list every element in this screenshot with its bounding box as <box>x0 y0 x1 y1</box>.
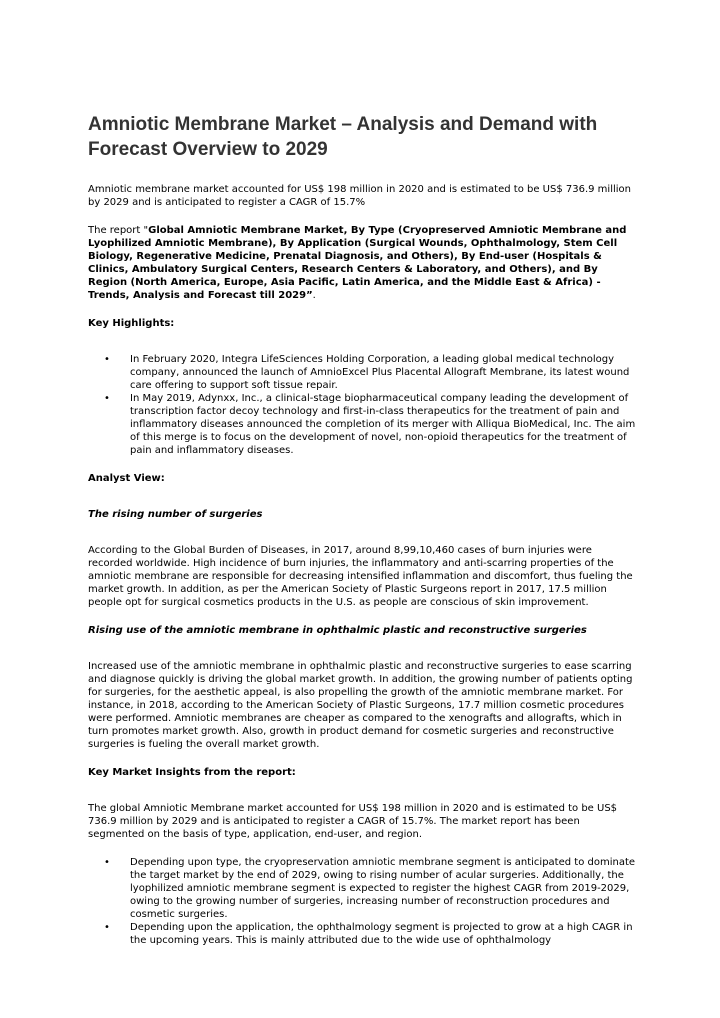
surgeries-subheading: The rising number of surgeries <box>88 509 263 520</box>
bullet-icon: • <box>104 354 110 365</box>
bullet-icon: • <box>104 857 110 868</box>
insights-list <box>88 856 636 947</box>
key-highlights-heading: Key Highlights: <box>88 318 175 329</box>
bullet-icon: • <box>104 922 110 933</box>
list-item <box>88 392 636 457</box>
list-item <box>88 856 636 921</box>
surgeries-paragraph: According to the Global Burden of Diseases, in 2017, around 8,99,10,460 cases of burn injuries were recorded worldwide. High incidence of burn injuries, the inflammatory and anti-scarring properties of the amniotic membrane are responsible for decreasing intensified inflammation and discomfort, thus fueling the market growth. In addition, as per the American Society of Plastic Surgeons report in 2017, 17.5 million people opt for surgical cosmetics products in the U.S. as people are conscious of skin improvement. <box>88 545 633 608</box>
key-highlights-list <box>88 353 636 457</box>
bullet-icon: • <box>104 393 110 404</box>
document-page <box>88 112 636 962</box>
ophthalmic-paragraph: Increased use of the amniotic membrane in ophthalmic plastic and reconstructive surgeries to ease scarring and diagnose quickly is driving the global market growth. In addition, the growing number of patients opting for surgeries, for the aesthetic appeal, is also propelling the growth of the amniotic membrane market. For instance, in 2018, according to the American Society of Plastic Surgeons, 17.7 million cosmetic procedures were performed. Amniotic membranes are cheaper as compared to the xenografts and allografts, which in turn promotes market growth. Also, growth in product demand for cosmetic surgeries and reconstructive surgeries is fueling the overall market growth. <box>88 661 633 750</box>
report-suffix: . <box>312 290 316 301</box>
insights-heading: Key Market Insights from the report: <box>88 767 296 778</box>
intro-paragraph: Amniotic membrane market accounted for US$ 198 million in 2020 and is estimated to be US$ 736.9 million by 2029 and is anticipated to register a CAGR of 15.7% <box>88 184 631 208</box>
ophthalmic-subheading: Rising use of the amniotic membrane in ophthalmic plastic and reconstructive surgeries <box>88 625 587 636</box>
list-item-text: Depending upon type, the cryopreservation amniotic membrane segment is anticipated to dominate the target market by the end of 2029, owing to rising number of acular surgeries. Additionally, the lyophilized amniotic membrane segment is expected to register the highest CAGR from 2019-2029, owing to the growing number of surgeries, increasing number of reconstruction procedures and cosmetic surgeries. <box>130 857 636 920</box>
list-item-text: In February 2020, Integra LifeSciences Holding Corporation, a leading global medical technology company, announced the launch of AmnioExcel Plus Placental Allograft Membrane, its latest wound care offering to support soft tissue repair. <box>130 354 630 391</box>
report-paragraph <box>88 224 636 302</box>
report-title: Global Amniotic Membrane Market, By Type (Cryopreserved Amniotic Membrane and Lyophilized Amniotic Membrane), By Application (Surgical Wounds, Ophthalmology, Stem Cell Biology, Regenerative Medicine, Prenatal Diagnosis, and Others), By End-user (Hospitals & Clinics, Ambulatory Surgical Centers, Research Centers & Laboratory, and Others), and By Region (North America, Europe, Asia Pacific, Latin America, and the Middle East & Africa) - Trends, Analysis and Forecast till 2029” <box>88 225 627 301</box>
document-title: Amniotic Membrane Market – Analysis and Demand with Forecast Overview to 2029 <box>88 114 598 160</box>
list-item-text: Depending upon the application, the ophthalmology segment is projected to grow at a high CAGR in the upcoming years. This is mainly attributed due to the wide use of ophthalmology <box>130 922 633 946</box>
list-item <box>88 353 636 392</box>
report-prefix: The report " <box>88 225 149 236</box>
analyst-view-heading: Analyst View: <box>88 473 165 484</box>
list-item <box>88 921 636 947</box>
list-item-text: In May 2019, Adynxx, Inc., a clinical-stage biopharmaceutical company leading the development of transcription factor decoy technology and first-in-class therapeutics for the treatment of pain and inflammatory diseases announced the completion of its merger with Alliqua BioMedical, Inc. The aim of this merge is to focus on the development of novel, non-opioid therapeutics for the treatment of pain and inflammatory diseases. <box>130 393 636 456</box>
insights-paragraph: The global Amniotic Membrane market accounted for US$ 198 million in 2020 and is estimated to be US$ 736.9 million by 2029 and is anticipated to register a CAGR of 15.7%. The market report has been segmented on the basis of type, application, end-user, and region. <box>88 803 618 840</box>
